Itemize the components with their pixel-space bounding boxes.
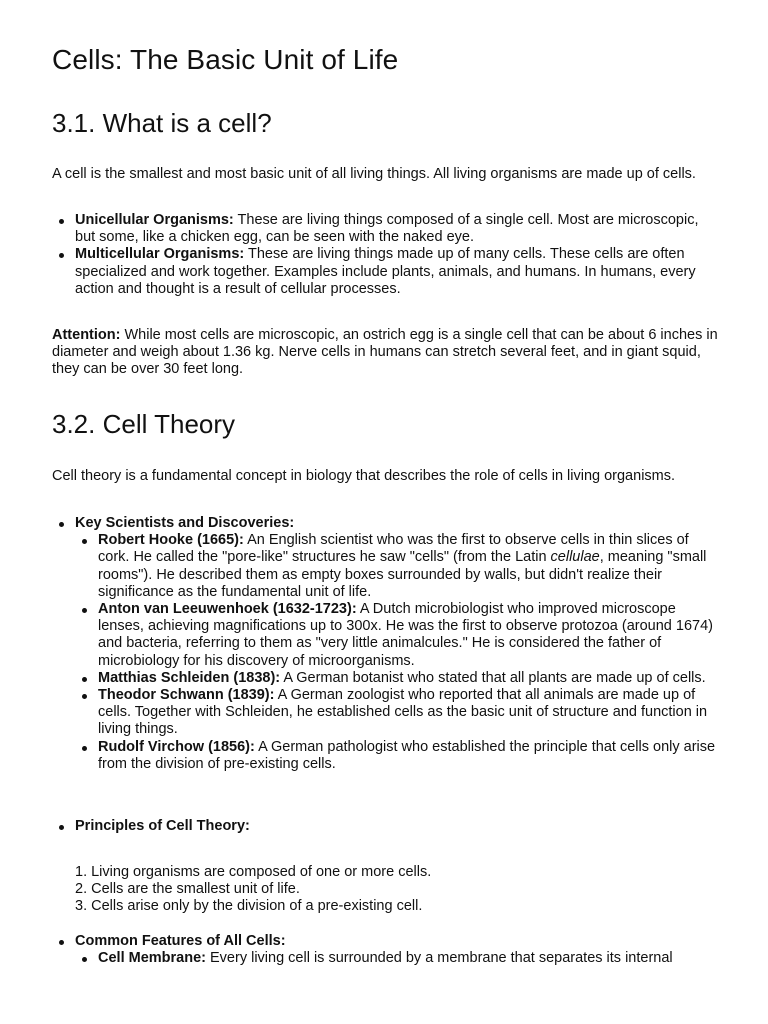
attention-note: Attention: While most cells are microscopic, an ostrich egg is a single cell that can be about 6 inches in diameter and weigh about 1.36 kg. Nerve cells in humans can stretch several feet, and in giant squid, they can be over 30 feet long. (52, 327, 718, 378)
scientist-item: Rudolf Virchow (1856): A German pathologist who established the principle that cells only arise from the division of pre-existing cells. (75, 739, 718, 773)
scientists-sublist (75, 532, 718, 773)
features-sublist (75, 950, 718, 967)
section-heading-cell-theory: 3.2. Cell Theory (52, 409, 236, 439)
page-title: Cells: The Basic Unit of Life (52, 44, 399, 75)
section2-intro: Cell theory is a fundamental concept in biology that describes the role of cells in living organisms. (52, 468, 676, 484)
scientist-item: Robert Hooke (1665): An English scientist who was the first to observe cells in thin slices of cork. He called the "pore-like" structures he saw "cells" (from the Latin cellulae, meaning "small rooms"). He described them as empty boxes surrounded by walls, but didn't realize their significance as the fundamental unit of life. (75, 532, 718, 601)
list-item: Common Features of All Cells: Cell Membrane: Every living cell is surrounded by a membrane that separates its internal (52, 933, 718, 967)
list-item: Principles of Cell Theory: (52, 818, 718, 835)
principle-item: 3. Cells arise only by the division of a pre-existing cell. (75, 898, 423, 915)
scientist-item: Matthias Schleiden (1838): A German botanist who stated that all plants are made up of cells. (75, 670, 718, 687)
principles-heading-list (52, 818, 718, 835)
principles-list (52, 864, 718, 916)
list-item: Key Scientists and Discoveries: Robert Hooke (1665): An English scientist who was the first to observe cells in thin slices of cork. He called the "pore-like" structures he saw "cells" (from the Latin cellulae, meaning "small rooms"). He described them as empty boxes surrounded by walls, but didn't realize their significance as the fundamental unit of life. Anton van Leeuwenhoek (1632-1723): A Dutch microbiologist who improved microscope lenses, achieving magnifications up to 300x. He was the first to observe protozoa (around 1674) and bacteria, referring to them as "very little animalcules." He is considered the father of microbiology for his discovery of microorganisms. Matthias Schleiden (1838): A German botanist who stated that all plants are made up of cells. Theodor Schwann (1839): A German zoologist who reported that all animals are made up of cells. Together with Schleiden, he established cells as the basic unit of structure and function in living things. Rudolf Virchow (1856): A German pathologist who established the principle that cells only arise from the division of pre-existing cells. (52, 515, 718, 773)
organism-types-list (52, 212, 718, 298)
scientist-item: Theodor Schwann (1839): A German zoologist who reported that all animals are made up of cells. Together with Schleiden, he established cells as the basic unit of structure and function in living things. (75, 687, 718, 739)
feature-item: Cell Membrane: Every living cell is surrounded by a membrane that separates its internal (75, 950, 718, 967)
scientist-item: Anton van Leeuwenhoek (1632-1723): A Dutch microbiologist who improved microscope lenses, achieving magnifications up to 300x. He was the first to observe protozoa (around 1674) and bacteria, referring to them as "very little animalcules." He is considered the father of microbiology for his discovery of microorganisms. (75, 601, 718, 670)
principle-item: 2. Cells are the smallest unit of life. (75, 881, 300, 898)
list-item: Unicellular Organisms: These are living things composed of a single cell. Most are microscopic, but some, like a chicken egg, can be seen with the naked eye. (52, 212, 718, 246)
section1-intro: A cell is the smallest and most basic unit of all living things. All living organisms are made up of cells. (52, 166, 696, 182)
section-heading-what-is-a-cell: 3.1. What is a cell? (52, 108, 272, 138)
common-features-list (52, 933, 718, 967)
principle-item: 1. Living organisms are composed of one or more cells. (75, 864, 432, 880)
list-item: Multicellular Organisms: These are living things made up of many cells. These cells are often specialized and work together. Examples include plants, animals, and humans. In humans, every action and thought is a result of cellular processes. (52, 246, 718, 298)
key-scientists-list (52, 515, 718, 773)
